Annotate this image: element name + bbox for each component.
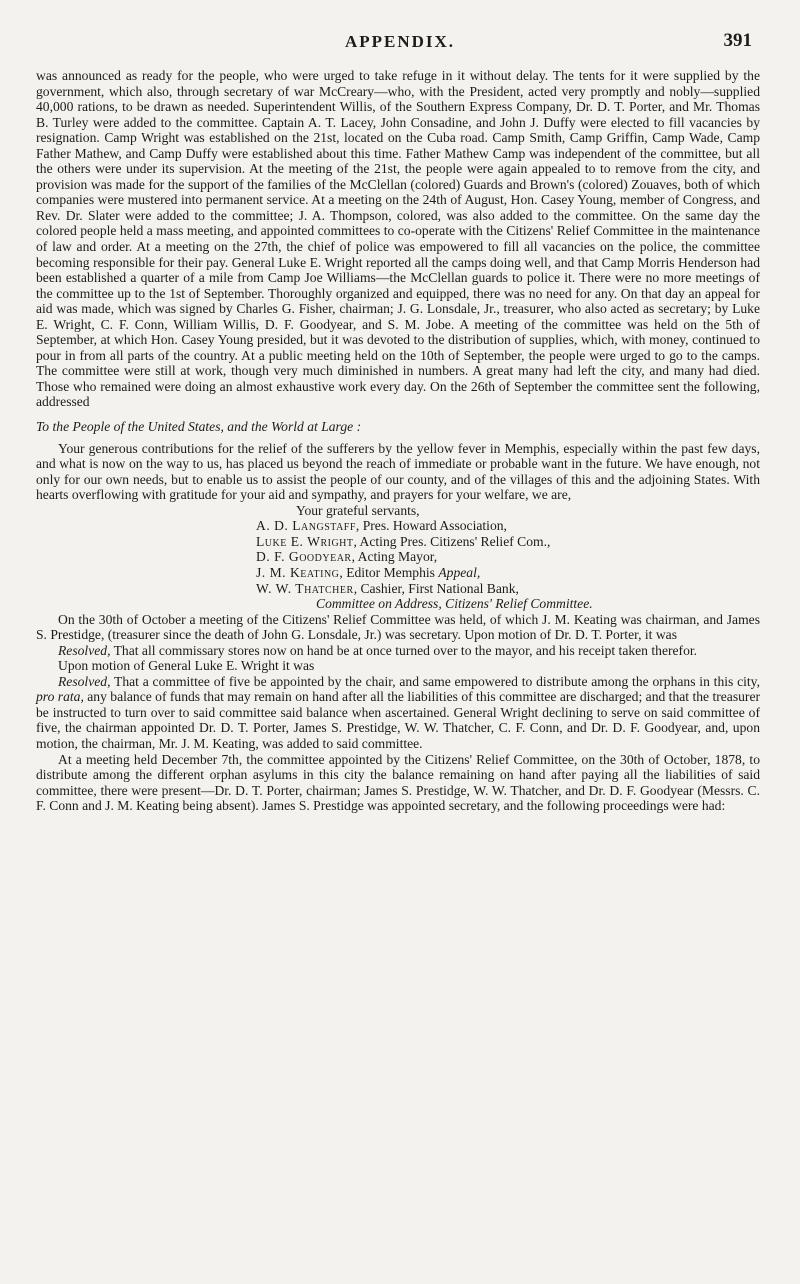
address-heading: To the People of the United States, and the World at Large : xyxy=(36,419,362,435)
closing-line: Your grateful servants, xyxy=(296,502,420,518)
paragraph-camps: was announced as ready for the people, who were urged to take refuge in it without delay. The tents for it were supplied by the government, which also, through secretary of war McCreary—who, with the President, acted very promptly and nobly—supplied 40,000 rations, to be drawn as needed. Superintendent Willis, of the Southern Express Company, Dr. D. T. Porter, and Mr. Thomas B. Turley were added to the committee. Captain A. T. Lacey, John Consadine, and John J. Duffy were elected to fill vacancies by resignation. Camp Wright was established on the 21st, located on the Cuba road. Camp Smith, Camp Griffin, Camp Wade, Camp Father Mathew, and Camp Duffy were established about this time. Father Mathew Camp was independent of the committee, but all the others were under its supervision. At the meeting of the 21st, the people were again appealed to to remove from the city, and provision was made for the support of the families of the McClellan (colored) Guards and Brown's (colored) Zouaves, both of which companies were mustered into permanent service. At a meeting on the 24th of August, Hon. Casey Young, member of Congress, and Rev. Dr. Slater were added to the committee; J. A. Thompson, colored, was also added to the committee. On the same day the colored people held a mass meeting, and appointed committees to co-operate with the Citizens' Relief Committee in the maintenance of law and order. At a meeting on the 27th, the chief of police was empowered to fill all vacancies on the police, the committee becoming responsible for their pay. General Luke E. Wright reported all the camps doing well, and that Camp Morris Henderson had been established a quarter of a mile from Camp Joe Williams—the McClellan guards to police it. There were no more meetings of the committee up to the 1st of September. Thoroughly organized and equipped, there was no need for any. On that day an appeal for aid was made, which was signed by Charles G. Fisher, chairman; J. G. Lonsdale, Jr., treasurer, who also acted as secretary; by Luke E. Wright, C. F. Conn, William Willis, D. F. Goodyear, and S. M. Jobe. A meeting of the committee was held on the 5th of September, at which Hon. Casey Young presided, but it was devoted to the distribution of supplies, which, with money, continued to pour in from all parts of the country. At a public meeting held on the 10th of September, the people were urged to go to the camps. The committee were still at work, though very much diminished in numbers. A great many had left the city, and many had died. Those who remained were doing an almost exhaustive work every day. On the 26th of September the committee sent the following, addressed xyxy=(36,68,760,410)
page-header xyxy=(0,30,800,60)
body-text xyxy=(36,68,760,814)
paragraph-address: Your generous contributions for the relief of the sufferers by the yellow fever in Memphis, especially within the past few days, and what is now on the way to us, has placed us beyond the reach of immediate or probable want in the future. We have enough, not only for our own needs, but to enable us to assist the people of our county, and of the villages of this and the adjoining States. With hearts overflowing with gratitude for your aid and sympathy, and prayers for your welfare, we are, xyxy=(36,440,760,503)
running-head: APPENDIX. xyxy=(344,32,456,51)
signatory-keating: J. M. Keating, Editor Memphis Appeal, xyxy=(256,564,481,580)
signatory-goodyear: D. F. Goodyear, Acting Mayor, xyxy=(256,549,438,565)
signatory-langstaff: A. D. Langstaff, Pres. Howard Association, xyxy=(256,518,507,534)
paragraph-motion: Upon motion of General Luke E. Wright it was xyxy=(58,658,315,674)
page-number: 391 xyxy=(723,30,752,51)
signature-block xyxy=(36,503,760,612)
paragraph-december-meeting: At a meeting held December 7th, the committee appointed by the Citizens' Relief Committee, on the 30th of October, 1878, to distribute among the different orphan asylums in this city the balance remaining on hand after paying all the liabilities of said committee, there were present—Dr. D. T. Porter, chairman; James S. Prestidge, W. W. Thatcher, and Dr. D. F. Goodyear (Messrs. C. F. Conn and J. M. Keating being absent). James S. Prestidge was appointed secretary, and the following proceedings were had: xyxy=(36,751,760,814)
paragraph-resolution-1: Resolved, That all commissary stores now on hand be at once turned over to the mayor, and his receipt taken therefor. xyxy=(58,642,698,658)
paragraph-october-meeting: On the 30th of October a meeting of the Citizens' Relief Committee was held, of which J. M. Keating was chairman, and James S. Prestidge, (treasurer since the death of John G. Lonsdale, Jr.) was secretary. Upon motion of Dr. D. T. Porter, it was xyxy=(36,611,760,643)
signatory-wright: Luke E. Wright, Acting Pres. Citizens' Relief Com., xyxy=(256,533,551,549)
signatory-thatcher: W. W. Thatcher, Cashier, First National Bank, xyxy=(256,580,519,596)
paragraph-resolution-2: Resolved, That a committee of five be appointed by the chair, and same empowered to distribute among the orphans in this city, pro rata, any balance of funds that may remain on hand after all the liabilities of this committee are discharged; and that the treasurer be instructed to turn over to said committee said balance when ascertained. General Wright declining to serve on said committee of five, the chairman appointed Dr. D. T. Porter, James S. Prestidge, W. W. Thatcher, C. F. Conn, and Dr. D. F. Goodyear, and, upon motion, the chairman, Mr. J. M. Keating, was added to said committee. xyxy=(36,673,761,751)
committee-line: Committee on Address, Citizens' Relief Committee. xyxy=(316,596,593,612)
